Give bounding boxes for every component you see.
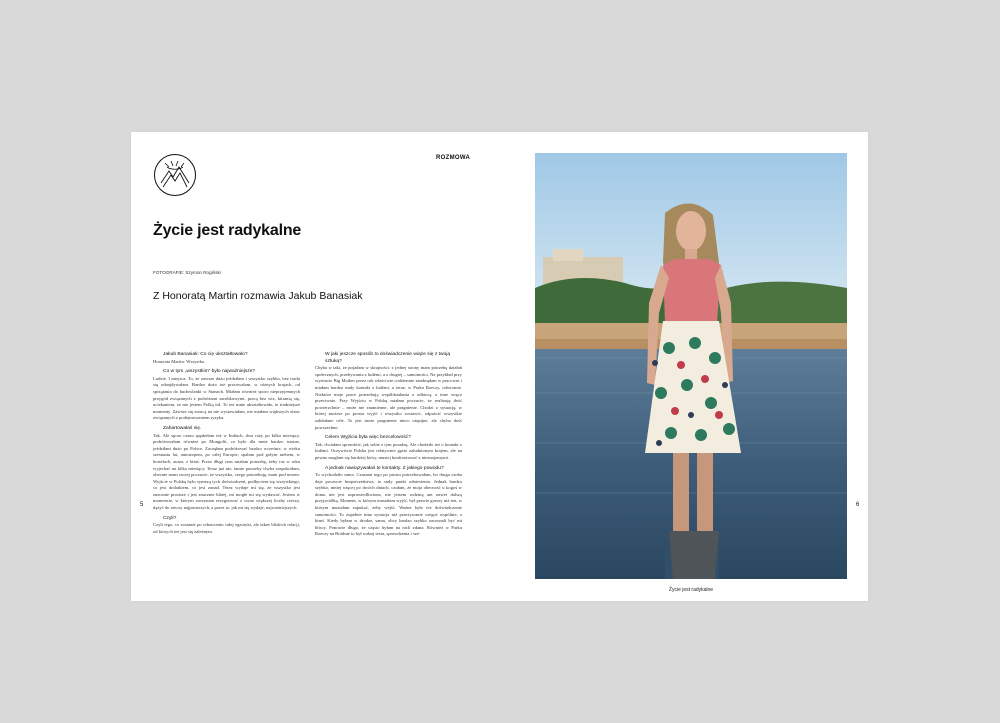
question: Co w tym „wszystkim” było najważniejsze? [163, 369, 256, 375]
page-number-right: 6 [856, 502, 860, 508]
question: Jakub Banasiak: Co cię ukształtowało? [163, 352, 248, 357]
answer: Honorata Martin: Wszystko. [153, 358, 206, 364]
question: Celem Wyjścia była więc bezcelowość? [325, 435, 411, 441]
page-number-left: 5 [140, 502, 144, 508]
article-lead: Z Honoratą Martin rozmawia Jakub Banasiak [153, 290, 363, 302]
text-column-right [315, 352, 462, 538]
answer: Czyli tego, co zostanie po odrzuceniu całej egzotyki, ale także bliskich relacji, od których też jest się zależnym. [153, 522, 300, 534]
answer: Chyba w taki, że pojadam w skrajności: z jednej strony mam potrzebę działań społecznych, przebywania z ludźmi, a z drugiej – samotności. Na przykład przy wystawie Big Mother przez rok właściwie codziennie zamknęłam w pracowni i miałam bardzo mały kontakt z ludźmi, a teraz, w Parku Rzeczy, odwrotnie. Niektóre moje prace potrzebują współdziałania z odbiorą, a inne wręcz przeciwnie. Przy Wyjściu w Polskę miałam poczucie, że realizuję dość powierzchnie – może nie znamienne, ale pragnienie. Chodzi o sytuację, w której możesz po prostu wyjść i wszystko zostawić, odpuścić wszystkie zakładane cele. To jest może pragnienie nieco utopijne, ale chyba dość powszechne. [315, 365, 462, 430]
photo-credit: FOTOGRAFIE: Szymon Rogiński [153, 270, 221, 275]
magazine-spread [131, 132, 868, 601]
text-column-left [153, 352, 300, 535]
photo-caption: Życie jest radykalne [668, 587, 714, 593]
section-label: ROZMOWA [436, 155, 471, 161]
answer: Tak, chciałam sprawdzić, jak sobie z tym poradzę. Ale chodziło też o kontakt z ludźmi. Oczywiście Polska jest relatywnie gęsto zaludnionym krajem, ale na pewno mogłam się bardziej który, musiej konfrontować z nieznajomymi. [315, 441, 462, 460]
question: Czyli? [163, 515, 177, 521]
answer: To wychodziło samo. Czasami tego po prostu potrzebowałam, bo druga osoba daje poczucie bezpieczeństwa, to stały punkt odniesienia. Jednak bardzo szybko, mniej więcej po dwóch dniach, czułam, że moja obecność u kogoś w domu nie jest usprawiedliwiona, nie jestem rodziną ani nawet dalszą przyjaciółką. Moment, w którym musiałam wyjść, był prawie gorszy niż ten, w którym musiałam zapukać, żeby wejść. Ważne było też doświadczenie samotności. To zupełnie inna sytuacja niż przeżywanie czegoś wspólnie, z kimś. Kiedy byłam w drodze, sama, obcy bardzo szybko zaczynali być mi bliscy. Ponowie długo, że często byłam na nich zdana. Również w Parku Rzeczy na Bródnie to był rodzaj testu, sprawdzenia i sze- [315, 472, 462, 537]
question: W jaki jeszcze sposób to doświadczenie wiąże się z twoją sztuką? [325, 352, 451, 364]
question: Zahartowałaś się. [163, 425, 202, 431]
portrait-photo [535, 153, 847, 579]
mountains-emblem-icon [153, 153, 197, 197]
answer: Ludzie. I miejsca. To, że zawsze dużo jeździłam i wszystko szybko, bez trudu się odnajdywałam. Bardzo dużo też pracowałam, w różnych krajach, od sprzątania do budowlanki w Stanach. Miałam również sporo nieprzyjemnych przygód związanych z podróżami zarobkowymi, pracą bez wiz, kitranią się, uciekaniem, że nie jestem Polką itd. To też mnie ukształtowało, te trudniejsze momenty. Zawsze się zrzucą na nie wystawiałam, nie miałam większych obaw związanych z podejmowaniem ryzyka. [153, 375, 300, 421]
question: A jednak nawiązywałaś te kontakty. Z jakiego powodu? [325, 465, 444, 471]
answer: Tak. Ale sporo czasu spędziłam też w Indiach, dwa razy po kilka miesięcy, podróżowałam również po Mongolii, co było dla mnie bardzo istotne, jeździłam dużo po Polsce. Zaczęłam podróżować bardzo wcześnie, w wieku szesnastu lat, autostopem, po całej Europie, spałam pod gołym niebem, w hostelach, aurza, z kimś. Przez długi czas miałam potrzebę, żeby raz w roku wyjechać na kilka miesięcy. Teraz już nie, tamte potrzeby chyba zaspokoiłam, obecnie mam raczej poczucie, że wszystko, czego potrzebuję, mam pod nosem. Wyjście w Polskę było syntezą tych doświadczeń, podbyciem się wszystkiego, co jest dodatkiem, co jest zonad. Teraz wydaje mi się, że wszystko jest znacznie prostsze i jest znacznie bliżej, mi mogłe mi się wydawać. Jestem w momencie, w którym zaczynam rezygnować z coraz większej liczby rzeczy, dążyć do rzeczy najprostszych, a przez to, jak mi się wydaje, najważniejszych. [153, 432, 300, 511]
article-title: Życie jest radykalne [153, 222, 302, 239]
